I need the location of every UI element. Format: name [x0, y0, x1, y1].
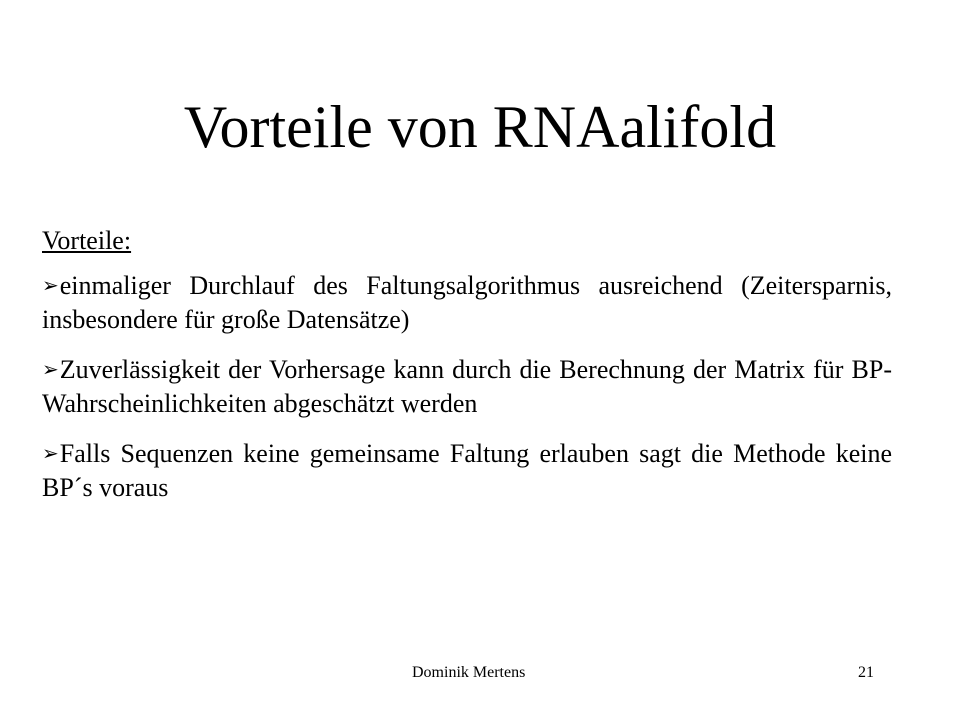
- footer-author: Dominik Mertens: [412, 664, 526, 681]
- section-label: Vorteile:: [42, 226, 132, 255]
- arrowhead-bullet-icon: ➢: [42, 357, 59, 381]
- bullet-text: Zuverlässigkeit der Vorhersage kann durch die Berechnung der Matrix für BP-Wahrscheinlichkeiten abgeschätzt werden: [42, 355, 892, 418]
- bullet-list: [42, 268, 892, 505]
- bullet-item: [42, 268, 892, 337]
- bullet-text: Falls Sequenzen keine gemeinsame Faltung erlauben sagt die Methode keine BP´s voraus: [42, 439, 892, 502]
- footer-page-number: 21: [858, 664, 874, 681]
- arrowhead-bullet-icon: ➢: [42, 441, 59, 465]
- bullet-item: [42, 352, 892, 421]
- slide-title: Vorteile von RNAalifold: [183, 94, 777, 160]
- slide-content: [42, 224, 892, 520]
- arrowhead-bullet-icon: ➢: [42, 273, 59, 297]
- bullet-item: [42, 436, 892, 505]
- bullet-text: einmaliger Durchlauf des Faltungsalgorithmus ausreichend (Zeitersparnis, insbesondere für große Datensätze): [42, 271, 892, 334]
